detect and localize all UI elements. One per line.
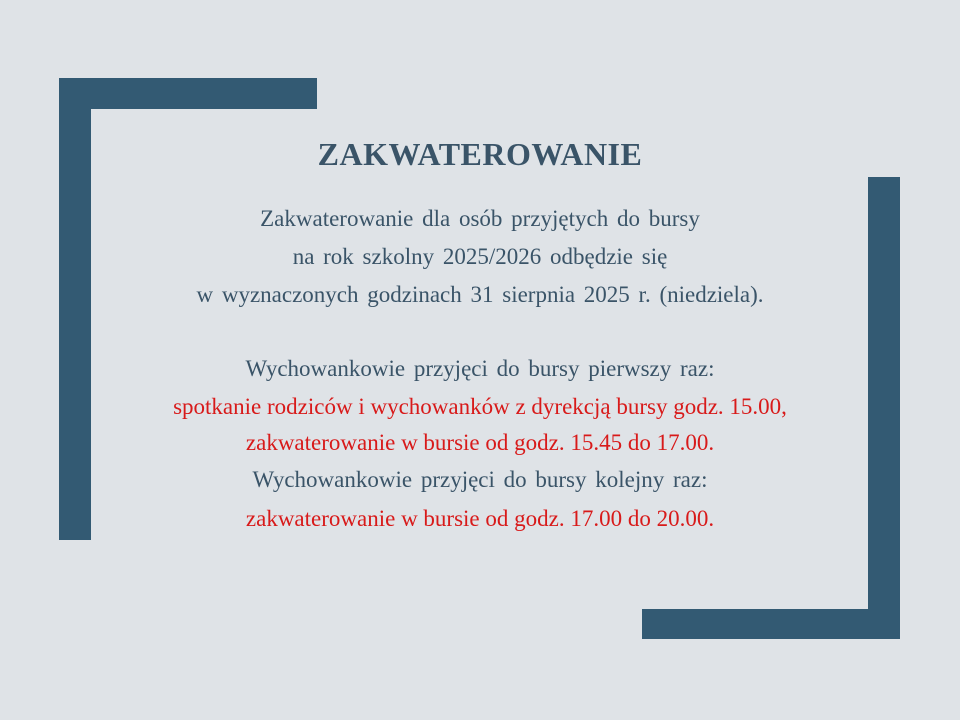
first-time-detail-1: spotkanie rodziców i wychowanków z dyrekcją bursy godz. 15.00, [173, 394, 787, 419]
corner-bracket-bottom-horizontal [642, 609, 900, 639]
returning-heading: Wychowankowie przyjęci do bursy kolejny raz: [252, 467, 708, 492]
corner-bracket-top-horizontal [59, 78, 317, 109]
intro-line-3: w wyznaczonych godzinach 31 sierpnia 2025 r. (niedziela). [196, 282, 764, 307]
intro-line-1: Zakwaterowanie dla osób przyjętych do bursy [260, 206, 700, 231]
first-time-heading: Wychowankowie przyjęci do bursy pierwszy raz: [245, 356, 715, 381]
intro-line-2: na rok szkolny 2025/2026 odbędzie się [292, 244, 668, 269]
first-time-detail-2: zakwaterowanie w bursie od godz. 15.45 do 17.00. [245, 430, 715, 455]
slide-title: ZAKWATEROWANIE [317, 136, 643, 172]
returning-detail-1: zakwaterowanie w bursie od godz. 17.00 do 20.00. [245, 506, 715, 531]
